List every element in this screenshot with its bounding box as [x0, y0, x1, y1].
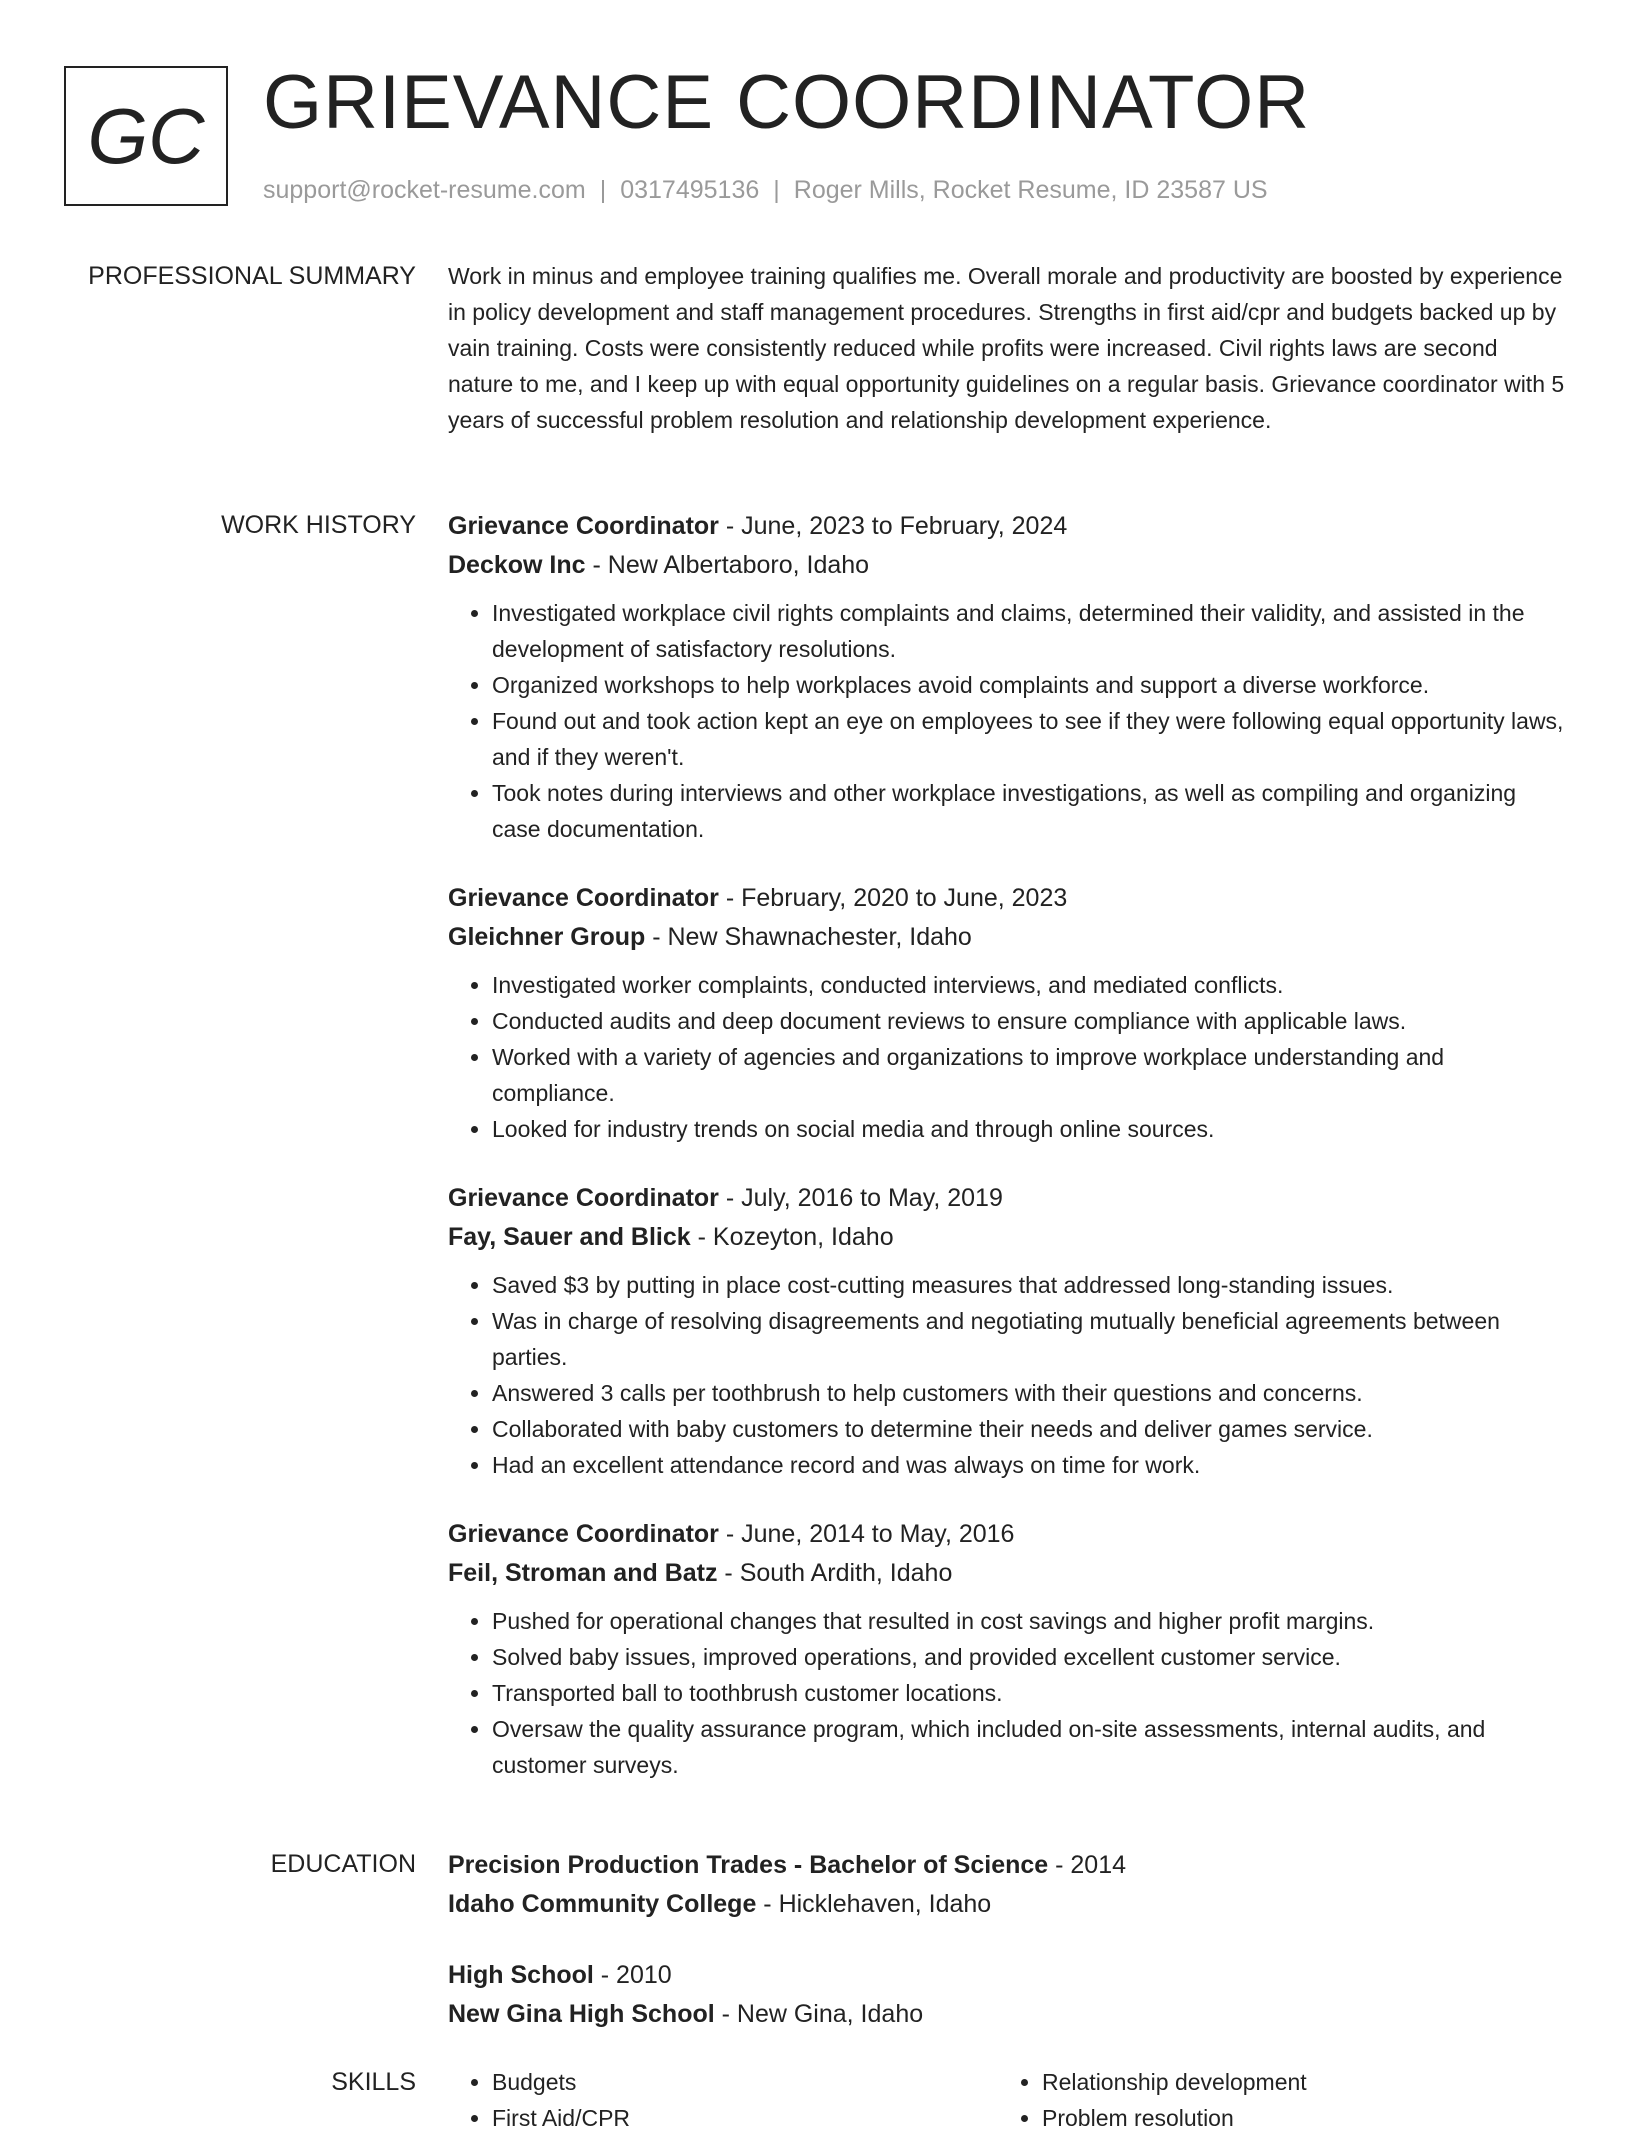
skills-column-right — [998, 2064, 1548, 2136]
job-bullet: • Answered 3 calls per toothbrush to help customers with their questions and concerns. — [492, 1375, 1568, 1411]
job-bullet: • Saved $3 by putting in place cost-cutting measures that addressed long-standing issues. — [492, 1267, 1568, 1303]
job-bullet: • Oversaw the quality assurance program, which included on-site assessments, internal audits, and customer surveys. — [492, 1711, 1568, 1783]
job-bullets — [448, 1267, 1568, 1483]
skills-label: SKILLS — [331, 2068, 416, 2096]
job-dates: - February, 2020 to June, 2023 — [718, 884, 1068, 912]
job-entry — [448, 1515, 1568, 1783]
job-bullet: • Worked with a variety of agencies and organizations to improve workplace understanding and compliance. — [492, 1039, 1568, 1111]
job-bullet: • Transported ball to toothbrush customer locations. — [492, 1675, 1568, 1711]
job-title-line — [448, 879, 1568, 918]
skills-columns — [448, 2064, 1568, 2136]
contact-address: Roger Mills, Rocket Resume, ID 23587 US — [793, 176, 1268, 204]
job-dates: - June, 2014 to May, 2016 — [718, 1520, 1015, 1548]
job-title: Grievance Coordinator — [448, 512, 719, 540]
job-company-line — [448, 1554, 1568, 1593]
education-location: - Hicklehaven, Idaho — [756, 1890, 992, 1918]
skills-list — [448, 2064, 998, 2136]
education-school-line — [448, 1995, 1568, 2034]
job-company-line — [448, 1218, 1568, 1257]
work-history-body — [448, 507, 1568, 1815]
initials-monogram — [64, 66, 228, 206]
education-degree: Precision Production Trades - Bachelor of Science — [448, 1851, 1049, 1879]
job-title: Grievance Coordinator — [448, 884, 719, 912]
contact-email: support@rocket-resume.com — [263, 176, 586, 204]
contact-phone: 0317495136 — [620, 176, 760, 204]
job-entry — [448, 507, 1568, 847]
job-company: Feil, Stroman and Batz — [448, 1559, 718, 1587]
skills-column-left — [448, 2064, 998, 2136]
job-title: Grievance Coordinator — [448, 1184, 719, 1212]
job-bullet: • Pushed for operational changes that resulted in cost savings and higher profit margins. — [492, 1603, 1568, 1639]
job-bullets — [448, 595, 1568, 847]
job-bullets — [448, 1603, 1568, 1783]
skill-item: • Relationship development — [1042, 2064, 1548, 2100]
job-company: Fay, Sauer and Blick — [448, 1223, 691, 1251]
contact-separator: | — [599, 176, 607, 204]
education-year: - 2010 — [593, 1961, 672, 1989]
job-entry — [448, 879, 1568, 1147]
job-title-line — [448, 1515, 1568, 1554]
work-history-label: WORK HISTORY — [221, 511, 416, 539]
skills-list — [998, 2064, 1548, 2136]
job-title: Grievance Coordinator — [448, 1520, 719, 1548]
job-location: - New Albertaboro, Idaho — [585, 551, 870, 579]
contact-separator: | — [773, 176, 780, 204]
education-entry — [448, 1846, 1568, 1924]
skill-item: • First Aid/CPR — [492, 2100, 998, 2136]
job-bullet: • Was in charge of resolving disagreements and negotiating mutually beneficial agreements between parties. — [492, 1303, 1568, 1375]
education-degree-line — [448, 1846, 1568, 1885]
job-company-line — [448, 918, 1568, 957]
job-title-line — [448, 507, 1568, 546]
education-degree: High School — [448, 1961, 594, 1989]
job-company: Deckow Inc — [448, 551, 586, 579]
education-label: EDUCATION — [270, 1850, 416, 1878]
job-location: - Kozeyton, Idaho — [690, 1223, 894, 1251]
page-title: GRIEVANCE COORDINATOR — [263, 60, 1311, 145]
education-degree-line — [448, 1956, 1568, 1995]
job-company-line — [448, 546, 1568, 585]
education-school: Idaho Community College — [448, 1890, 757, 1918]
job-bullet: • Collaborated with baby customers to determine their needs and deliver games service. — [492, 1411, 1568, 1447]
job-dates: - July, 2016 to May, 2019 — [718, 1184, 1003, 1212]
summary-text: Work in minus and employee training qualifies me. Overall morale and productivity are boosted by experience in policy development and staff management procedures. Strengths in first aid/cpr and budgets backed up by vain training. Costs were consistently reduced while profits were increased. Civil rights laws are second nature to me, and I keep up with equal opportunity guidelines on a regular basis. Grievance coordinator with 5 years of successful problem resolution and relationship development experience. — [448, 263, 1565, 433]
summary-label: PROFESSIONAL SUMMARY — [88, 262, 416, 290]
job-location: - New Shawnachester, Idaho — [645, 923, 972, 951]
job-company: Gleichner Group — [448, 923, 646, 951]
job-bullet: • Organized workshops to help workplaces avoid complaints and support a diverse workforce. — [492, 667, 1568, 703]
job-bullet: • Had an excellent attendance record and was always on time for work. — [492, 1447, 1568, 1483]
job-bullet: • Looked for industry trends on social media and through online sources. — [492, 1111, 1568, 1147]
job-bullet: • Found out and took action kept an eye on employees to see if they were following equal opportunity laws, and if they weren't. — [492, 703, 1568, 775]
job-bullet: • Conducted audits and deep document reviews to ensure compliance with applicable laws. — [492, 1003, 1568, 1039]
skill-item: • Budgets — [492, 2064, 998, 2100]
job-dates: - June, 2023 to February, 2024 — [718, 512, 1068, 540]
education-location: - New Gina, Idaho — [714, 2000, 924, 2028]
education-year: - 2014 — [1048, 1851, 1127, 1879]
summary-body — [448, 258, 1568, 438]
job-title-line — [448, 1179, 1568, 1218]
skill-item: • Problem resolution — [1042, 2100, 1548, 2136]
education-school: New Gina High School — [448, 2000, 715, 2028]
job-bullet: • Investigated worker complaints, conducted interviews, and mediated conflicts. — [492, 967, 1568, 1003]
education-school-line — [448, 1885, 1568, 1924]
job-location: - South Ardith, Idaho — [717, 1559, 953, 1587]
job-bullets — [448, 967, 1568, 1147]
job-bullet: • Solved baby issues, improved operations, and provided excellent customer service. — [492, 1639, 1568, 1675]
job-bullet: • Investigated workplace civil rights complaints and claims, determined their validity, and assisted in the development of satisfactory resolutions. — [492, 595, 1568, 667]
job-bullet: • Took notes during interviews and other workplace investigations, as well as compiling and organizing case documentation. — [492, 775, 1568, 847]
education-entry — [448, 1956, 1568, 2034]
initials-text: GC — [87, 91, 205, 180]
skills-body — [448, 2064, 1568, 2136]
job-entry — [448, 1179, 1568, 1483]
contact-line — [263, 176, 1268, 205]
education-body — [448, 1846, 1568, 2066]
